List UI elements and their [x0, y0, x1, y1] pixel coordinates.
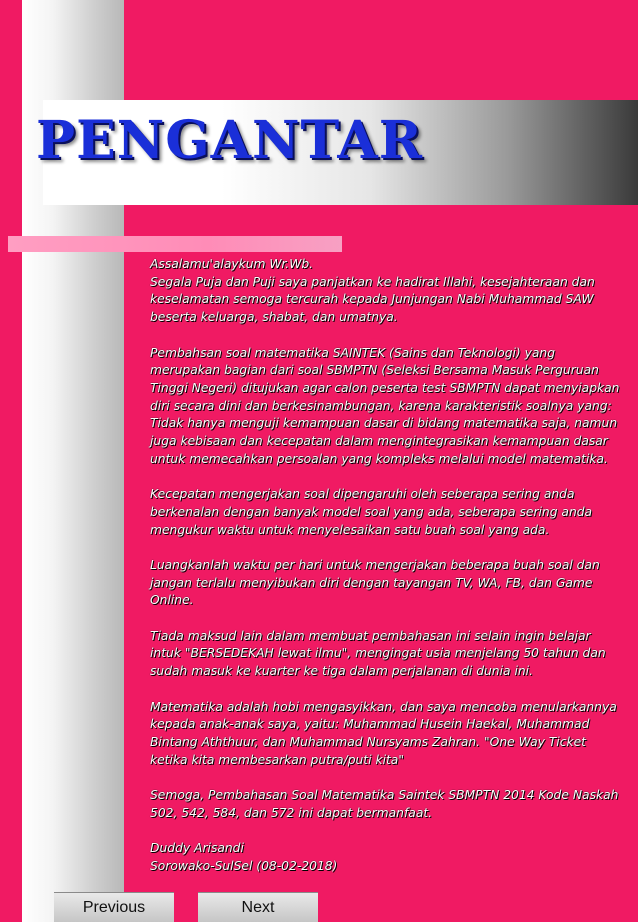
paragraph-hobby: Matematika adalah hobi mengasyikkan, dan saya mencoba menularkannya kepada anak-anak saya, yaitu: Muhammad Husein Haekal, Muhammad Bintang Aththuur, dan Muhammad Nursyams Zahran. "One Way Ticket ketika kita membesarkan putra/puti kita"	[150, 699, 617, 767]
next-button[interactable]: Next	[198, 892, 318, 922]
signature	[150, 840, 620, 875]
author-place-date: Sorowako-SulSel (08-02-2018)	[150, 858, 338, 873]
opening-text: Segala Puja dan Puji saya panjatkan ke hadirat Illahi, kesejahteraan dan keselamatan semoga tercurah kepada Junjungan Nabi Muhammad SAW beserta keluarga, shabat, dan umatnya.	[150, 274, 595, 325]
paragraph-advice: Luangkanlah waktu per hari untuk mengerjakan beberapa buah soal dan jangan terlalu menyibukan diri dengan tayangan TV, WA, FB, dan Game Online.	[150, 557, 600, 608]
page-title: PENGANTAR	[36, 110, 423, 171]
paragraph-speed: Kecepatan mengerjakan soal dipengaruhi oleh seberapa sering anda berkenalan dengan banyak model soal yang ada, seberapa sering anda mengukur waktu untuk menyelesaikan satu buah soal yang ada.	[150, 487, 593, 537]
preface-body	[150, 256, 620, 876]
paragraph-purpose: Pembahsan soal matematika SAINTEK (Sains dan Teknologi) yang merupakan bagian dari soal SBMPTN (Seleksi Bersama Masuk Perguruan Tinggi Negeri) ditujukan agar calon peserta test SBMPTN dapat menyiapkan diri secara dini dan berkesinambungan, karena karakteristik soalnya yang: Tidak hanya menguji kemampuan dasar di bidang matematika saja, namun juga kebisaan dan kecepatan dalam mengintegrasikan kemampuan dasar untuk memecahkan persoalan yang kompleks melalui model matematika.	[150, 345, 620, 466]
decorative-pink-bar	[8, 236, 342, 252]
paragraph-greeting	[150, 256, 620, 327]
paragraph-closing: Semoga, Pembahasan Soal Matematika Saintek SBMPTN 2014 Kode Naskah 502, 542, 584, dan 572 ini dapat bermanfaat.	[150, 788, 619, 820]
greeting-line: Assalamu'alaykum Wr.Wb.	[150, 257, 314, 271]
previous-button[interactable]: Previous	[54, 892, 174, 922]
paragraph-intent: Tiada maksud lain dalam membuat pembahasan ini selain ingin belajar intuk "BERSEDEKAH lewat ilmu", mengingat usia menjelang 50 tahun dan sudah masuk ke kuarter ke tiga dalam perjalanan di dunia ini.	[150, 628, 606, 679]
author-name: Duddy Arisandi	[150, 841, 244, 856]
